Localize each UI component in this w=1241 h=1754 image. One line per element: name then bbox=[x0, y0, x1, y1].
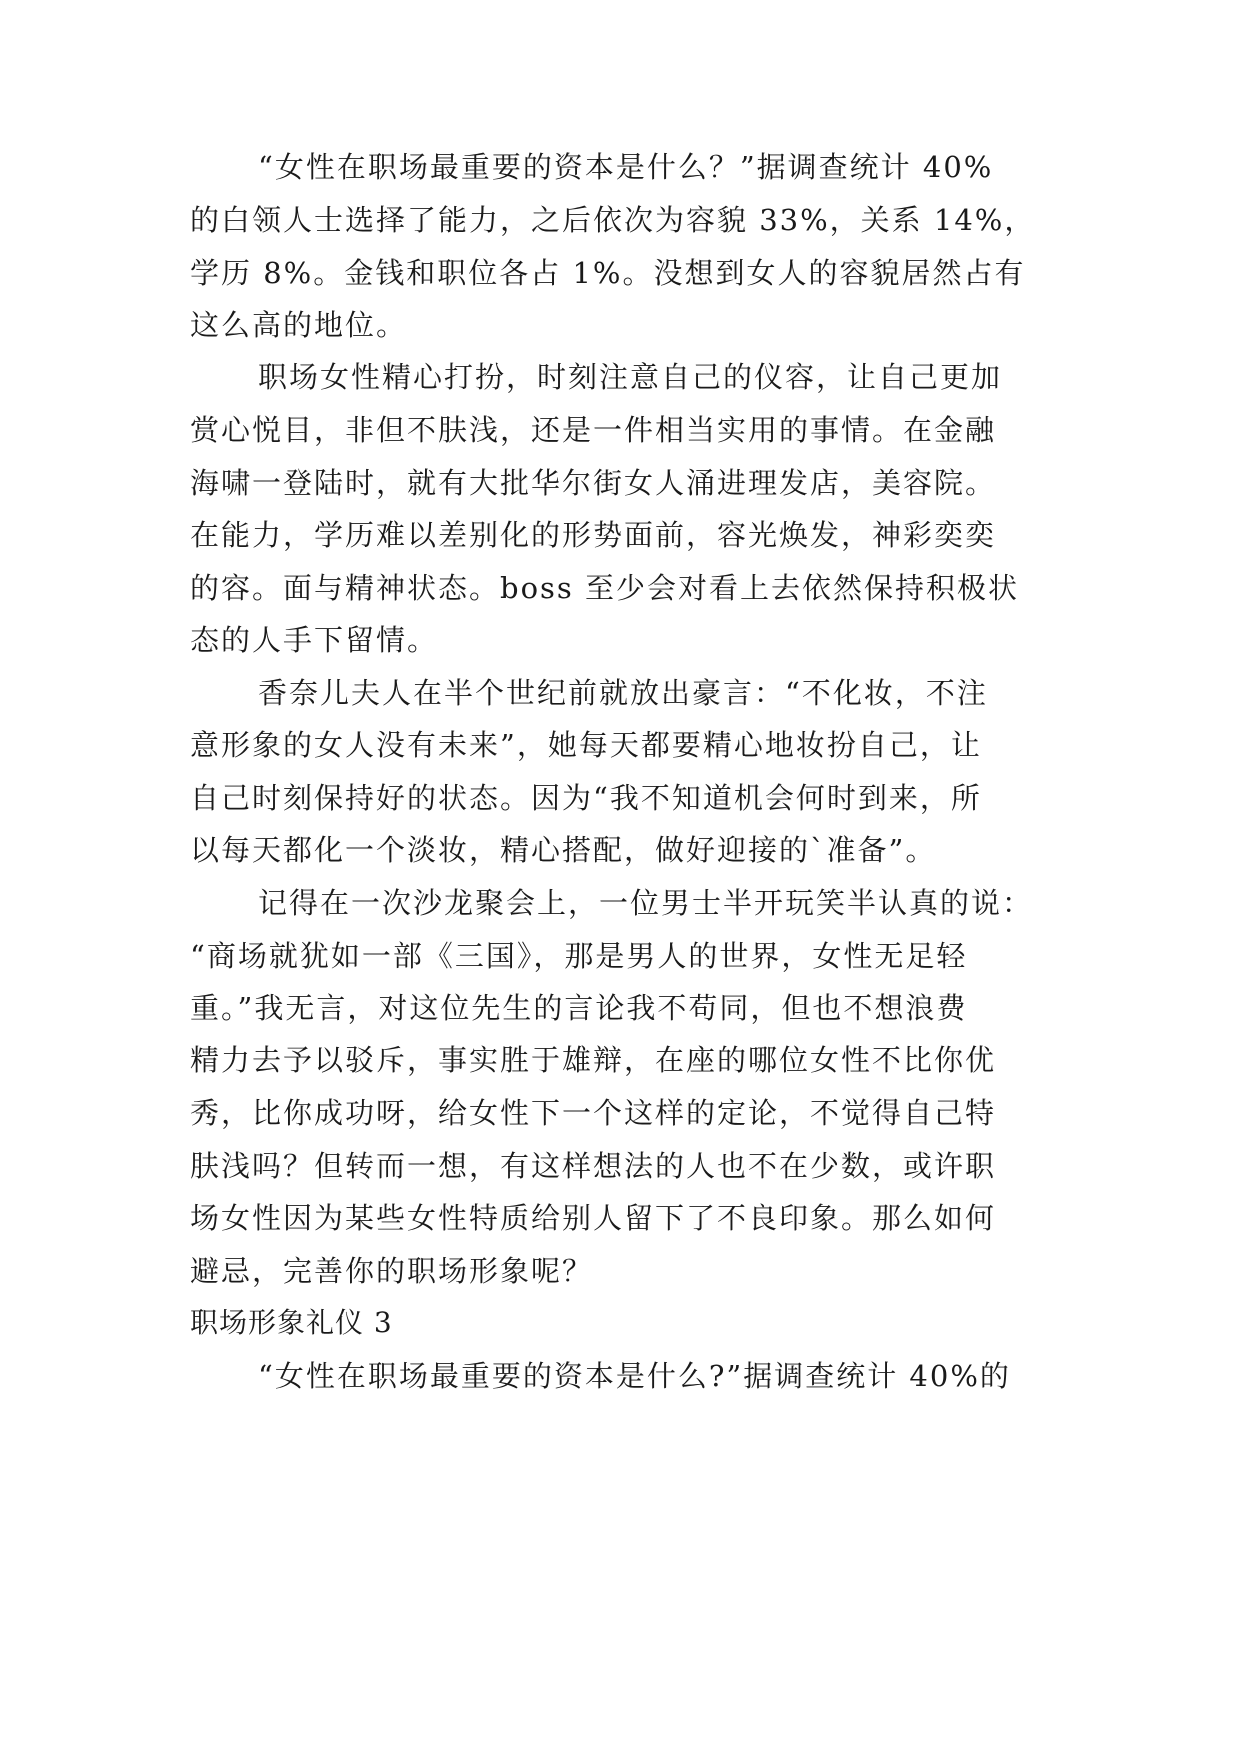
paragraph-4-line-8: 避忌，完善你的职场形象呢？ bbox=[190, 1254, 594, 1288]
paragraph-2-line-2: 赏心悦目，非但不肤浅，还是一件相当实用的事情。在金融 bbox=[190, 413, 997, 447]
paragraph-4-line-5: 秀，比你成功呀，给女性下一个这样的定论，不觉得自己特 bbox=[190, 1096, 997, 1130]
paragraph-3-line-3: 自己时刻保持好的状态。因为“我不知道机会何时到来，所 bbox=[190, 781, 982, 815]
paragraph-5-line-1: “女性在职场最重要的资本是什么?”据调查统计 40%的 bbox=[258, 1359, 1011, 1393]
paragraph-2-line-5: 的容。面与精神状态。boss 至少会对看上去依然保持积极状 bbox=[190, 571, 1020, 605]
paragraph-1-line-3: 学历 8%。金钱和职位各占 1%。没想到女人的容貌居然占有 bbox=[190, 256, 1026, 290]
paragraph-4-line-1: 记得在一次沙龙聚会上，一位男士半开玩笑半认真的说： bbox=[258, 886, 1034, 920]
paragraph-1-line-2: 的白领人士选择了能力，之后依次为容貌 33%，关系 14%， bbox=[190, 203, 1036, 237]
paragraph-4-line-6: 肤浅吗？但转而一想，有这样想法的人也不在少数，或许职 bbox=[190, 1149, 997, 1183]
section-heading: 职场形象礼仪 3 bbox=[190, 1306, 393, 1339]
paragraph-1-line-1: “女性在职场最重要的资本是什么？”据调查统计 40% bbox=[258, 150, 994, 184]
paragraph-3-line-1: 香奈儿夫人在半个世纪前就放出豪言：“不化妆，不注 bbox=[258, 676, 988, 710]
paragraph-3-line-2: 意形象的女人没有未来”，她每天都要精心地妆扮自己，让 bbox=[190, 728, 982, 762]
paragraph-2-line-1: 职场女性精心打扮，时刻注意自己的仪容，让自己更加 bbox=[258, 360, 1003, 394]
paragraph-2-line-6: 态的人手下留情。 bbox=[190, 623, 439, 657]
paragraph-4-line-3: 重。”我无言，对这位先生的言论我不苟同，但也不想浪费 bbox=[190, 991, 968, 1025]
paragraph-3-line-4: 以每天都化一个淡妆，精心搭配，做好迎接的`准备”。 bbox=[190, 833, 937, 867]
paragraph-4-line-2: “商场就犹如一部《三国》，那是男人的世界，女性无足轻 bbox=[190, 939, 968, 973]
paragraph-2-line-4: 在能力，学历难以差别化的形势面前，容光焕发，神彩奕奕 bbox=[190, 518, 997, 552]
paragraph-4-line-7: 场女性因为某些女性特质给别人留下了不良印象。那么如何 bbox=[190, 1201, 997, 1235]
paragraph-1-line-4: 这么高的地位。 bbox=[190, 308, 408, 342]
paragraph-2-line-3: 海啸一登陆时，就有大批华尔街女人涌进理发店，美容院。 bbox=[190, 466, 997, 500]
paragraph-4-line-4: 精力去予以驳斥，事实胜于雄辩，在座的哪位女性不比你优 bbox=[190, 1043, 997, 1077]
